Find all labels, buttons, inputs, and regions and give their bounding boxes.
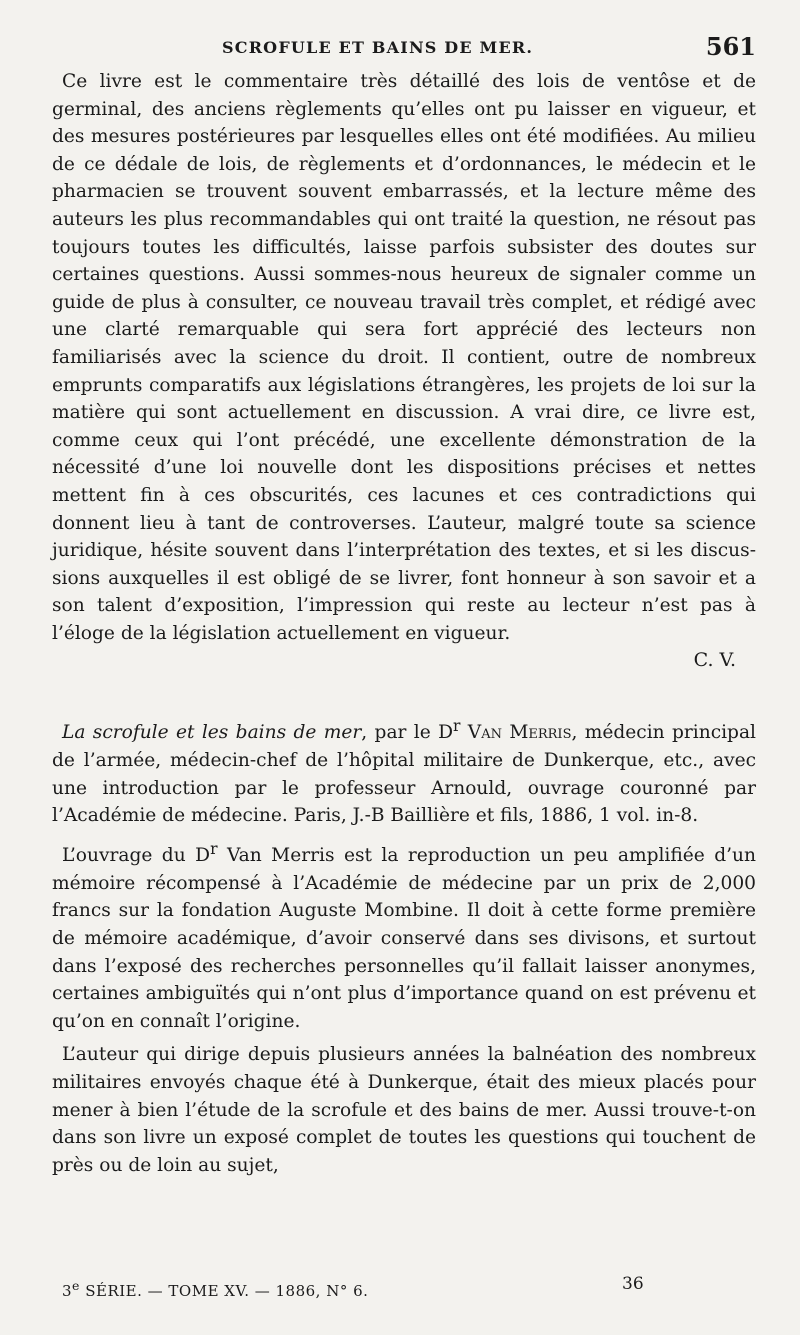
article-review-2	[52, 713, 756, 1179]
paragraph: L’auteur qui dirige depuis plusieurs années la balnéation des nombreux militaires envoyés chaque été à Dunkerque, était des mieux placés pour mener à bien l’étude de la scrofule et des bains de mer. Aussi trouve-t-on dans son livre un exposé complet de toutes les questions qui touchent de près ou de loin au sujet,	[52, 1044, 756, 1176]
signature-mark: 36	[622, 1274, 644, 1294]
author-name: Van Merris	[467, 722, 572, 744]
article-review-1	[52, 68, 756, 647]
paragraph-start: L’ouvrage du D	[62, 845, 211, 867]
book-page	[52, 28, 756, 1318]
series-info	[62, 1278, 368, 1300]
book-title: La scrofule et les bains de mer	[62, 722, 362, 744]
citation-by: , par le D	[361, 722, 453, 744]
section-gap	[52, 679, 756, 713]
running-head	[52, 28, 756, 68]
series-superscript: e	[72, 1278, 80, 1293]
paragraph-rest: Van Merris est la reproduction un peu amplifiée d’un mémoire récompensé à l’Académie de médecine par un prix de 2,000 francs sur la fondation Auguste Mombine. Il doit à cette forme première de mémoire académique, d’avoir conservé dans ses divisons, et surtout dans l’exposé des recherches personnelles qu’il fallait laisser anonymes, certaines ambiguïtés qui n’ont plus d’importance quand on est prévenu et qu’on en connaît l’origine.	[52, 845, 756, 1032]
series-text: SÉRIE. — TOME XV. — 1886, N° 6.	[79, 1282, 369, 1300]
running-title: SCROFULE ET BAINS DE MER.	[222, 38, 534, 57]
series-number: 3	[62, 1282, 73, 1300]
citation-rest: , médecin principal de l’armée, médecin-chef de l’hôpital militaire de Dunkerque, etc., avec une introduction par le professeur Arnould, ouvrage couronné par l’Académie de médecine. Paris, J.-B Baillière et fils, 1886, 1 vol. in-8.	[52, 722, 756, 827]
signature: C. V.	[693, 649, 736, 672]
paragraph: Ce livre est le commentaire très détaillé des lois de ventôse et de germinal, des anciens règlements qu’elles ont pu laisser en vigueur, et des mesures postérieures par lesquelles elles ont été modifiées. Au milieu de ce dédale de lois, de règlements et d’ordonnances, le médecin et le pharmacien se trouvent souvent embarrassés, et la lecture même des auteurs les plus recommandables qui ont traité la question, ne résout pas toujours toutes les difficultés, laisse parfois subsister des doutes sur certaines questions. Aussi sommes-nous heureux de signaler comme un guide de plus à consulter, ce nouveau travail très complet, et rédigé avec une clarté remarquable qui sera fort apprécié des lecteurs non familiarisés avec la science du droit. Il contient, outre de nombreux emprunts comparatifs aux législations étrangères, les projets de loi sur la matière qui sont actuellement en discussion. A vrai dire, ce livre est, comme ceux qui l’ont précédé, une excellente démonstration de la nécessité d’une loi nouvelle dont les dispositions précises et nettes mettent fin à ces obscurités, ces lacunes et ces contradictions qui donnent lieu à tant de controverses. L’auteur, malgré toute sa science juridique, hésite souvent dans l’interprétation des textes, et si les discussions auxquelles il est obligé de se livrer, font honneur à son savoir et a son talent d’exposition, l’impression qui reste au lecteur n’est pas à l’éloge de la législation actuellement en vigueur.	[52, 71, 756, 644]
page-footer	[52, 1272, 756, 1302]
page-number: 561	[705, 32, 756, 61]
dr-superscript: r	[453, 717, 461, 736]
paragraph	[52, 836, 756, 1035]
dr-superscript: r	[210, 840, 218, 859]
book-citation	[52, 713, 756, 830]
